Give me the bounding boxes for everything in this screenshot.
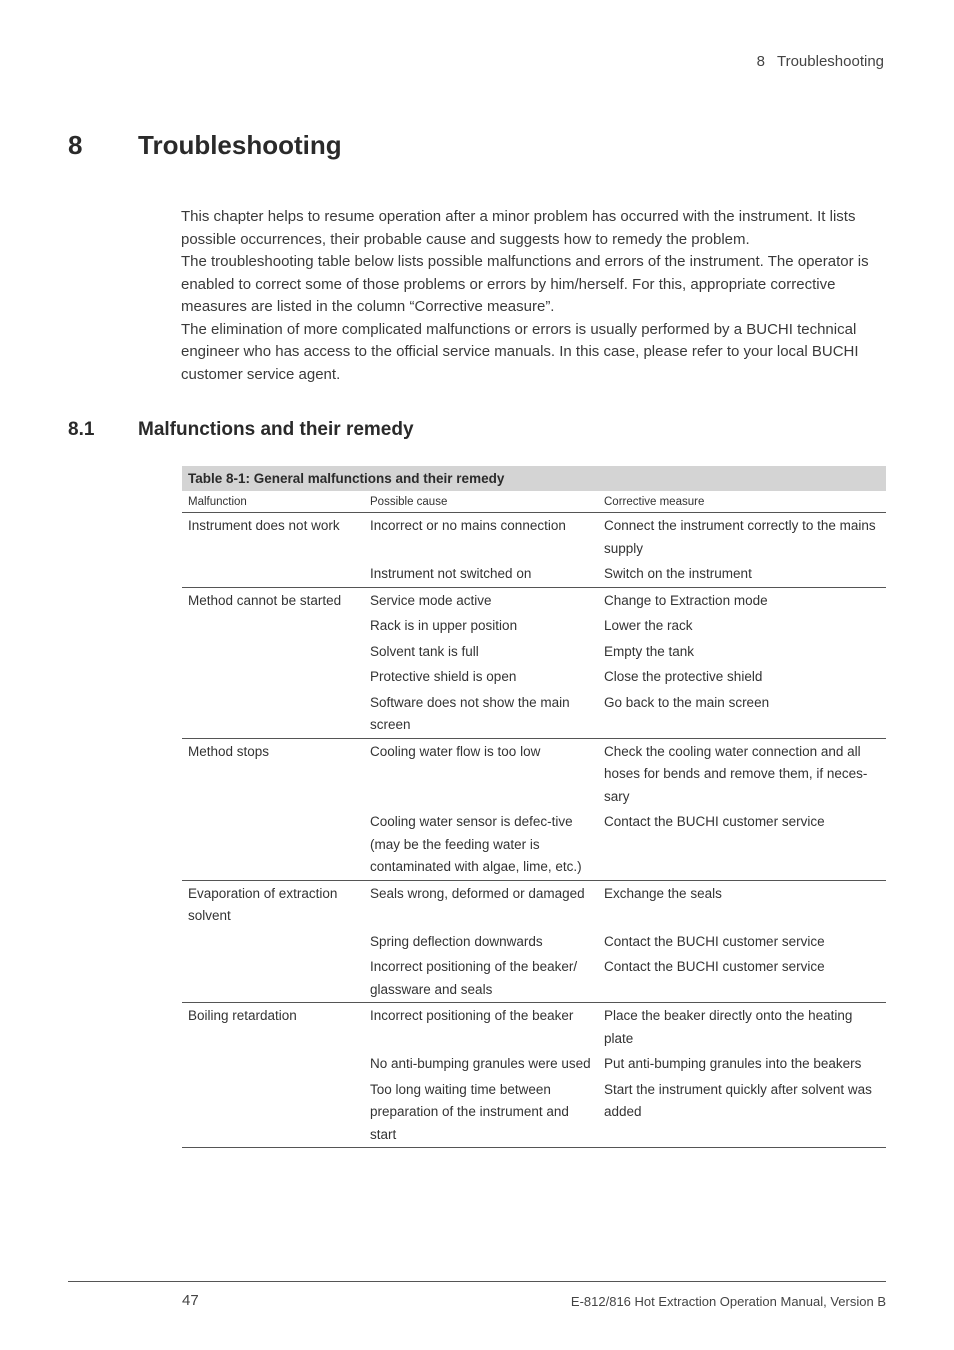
table-row	[182, 1003, 886, 1052]
measure-cell: Close the protective shield	[604, 669, 763, 684]
measure-cell: Connect the instrument correctly to the mains supply	[604, 518, 876, 556]
malfunctions-table	[182, 466, 886, 1148]
measure-cell: Empty the tank	[604, 643, 695, 659]
malfunction-cell	[182, 690, 364, 739]
cause-cell: Cooling water flow is too low	[370, 743, 541, 759]
section-heading-title: Malfunctions and their remedy	[138, 419, 414, 440]
table-row	[182, 929, 886, 955]
intro-paragraph: This chapter helps to resume operation after a minor problem has occurred with the instrument. It lists possible occurrences, their probable cause and suggests how to remedy the problem.	[181, 208, 856, 248]
malfunction-cell	[182, 639, 364, 665]
table-row	[182, 587, 886, 613]
cause-cell: Too long waiting time between preparation of the instrument and start	[364, 1077, 598, 1148]
table-body	[182, 513, 886, 1148]
intro-paragraph: The elimination of more complicated malfunctions or errors is usually performed by a BUCHI technical engineer who has access to the official service manuals. In this case, please refer to your local BUCHI customer service agent.	[181, 320, 859, 383]
running-header-chapter-number: 8	[756, 53, 765, 70]
cause-cell: Incorrect or no mains connection	[370, 518, 566, 533]
malfunction-cell	[182, 613, 364, 639]
cause-cell: Cooling water sensor is defec-tive (may be the feeding water is contaminated with algae, lime, etc.)	[364, 809, 598, 880]
malfunction-cell	[182, 954, 364, 1003]
table-header-row	[182, 491, 886, 513]
cause-cell: Solvent tank is full	[370, 643, 479, 659]
table-row	[182, 690, 886, 739]
footer-divider	[68, 1281, 886, 1282]
measure-cell: Put anti-bumping granules into the beakers	[604, 1056, 862, 1071]
column-header-measure: Corrective measure	[598, 491, 886, 513]
malfunction-cell: Boiling retardation	[188, 1008, 297, 1023]
malfunction-cell	[182, 809, 364, 880]
chapter-heading	[68, 130, 342, 161]
intro-text	[181, 206, 886, 386]
table-row	[182, 1077, 886, 1148]
document-title: E-812/816 Hot Extraction Operation Manual, Version B	[570, 1294, 886, 1309]
malfunctions-table-grid	[182, 491, 886, 1148]
running-header-chapter-title: Troubleshooting	[776, 53, 884, 70]
measure-cell: Start the instrument quickly after solvent was added	[598, 1077, 886, 1148]
intro-paragraph: The troubleshooting table below lists possible malfunctions and errors of the instrument. The operator is enabled to correct some of those problems or errors by him/herself. For this, appropriate corrective measures are listed in the column “Corrective measure”.	[181, 253, 869, 315]
table-row	[182, 664, 886, 690]
table-row	[182, 513, 886, 562]
malfunction-cell	[182, 1077, 364, 1148]
malfunction-cell: Evaporation of extraction solvent	[188, 885, 338, 923]
table-row	[182, 738, 886, 809]
malfunction-cell	[182, 1051, 364, 1077]
cause-cell: Seals wrong, deformed or damaged	[370, 885, 585, 901]
malfunction-cell	[182, 664, 364, 690]
measure-cell: Go back to the main screen	[598, 690, 886, 739]
chapter-heading-number: 8	[68, 130, 83, 160]
cause-cell: Protective shield is open	[370, 669, 517, 684]
malfunction-cell: Method cannot be started	[188, 592, 342, 608]
section-heading	[68, 419, 414, 441]
measure-cell: Change to Extraction mode	[604, 592, 768, 608]
cause-cell: No anti-bumping granules were used	[370, 1056, 591, 1071]
page-number: 47	[182, 1292, 199, 1309]
column-header-malfunction: Malfunction	[182, 491, 364, 513]
section-heading-number: 8.1	[68, 419, 95, 440]
malfunction-cell	[182, 929, 364, 955]
measure-cell: Exchange the seals	[604, 885, 722, 901]
table-row	[182, 561, 886, 587]
table-row	[182, 954, 886, 1003]
measure-cell: Switch on the instrument	[598, 561, 886, 587]
cause-cell: Service mode active	[370, 592, 492, 608]
table-row	[182, 639, 886, 665]
table-row	[182, 809, 886, 880]
malfunction-cell: Method stops	[188, 743, 270, 759]
measure-cell: Contact the BUCHI customer service	[598, 954, 886, 1003]
chapter-heading-title: Troubleshooting	[138, 130, 342, 160]
measure-cell: Contact the BUCHI customer service	[604, 933, 825, 949]
table-row	[182, 613, 886, 639]
cause-cell: Instrument not switched on	[364, 561, 598, 587]
cause-cell: Spring deflection downwards	[370, 933, 543, 949]
measure-cell: Lower the rack	[604, 618, 693, 633]
cause-cell: Incorrect positioning of the beaker/ glassware and seals	[364, 954, 598, 1003]
table-row	[182, 1051, 886, 1077]
malfunction-cell	[182, 561, 364, 587]
measure-cell: Check the cooling water connection and all hoses for bends and remove them, if neces-sary	[604, 743, 868, 804]
table-row	[182, 880, 886, 929]
column-header-cause: Possible cause	[364, 491, 598, 513]
measure-cell: Place the beaker directly onto the heating plate	[604, 1008, 853, 1046]
running-header	[757, 53, 884, 70]
cause-cell: Software does not show the main screen	[364, 690, 598, 739]
malfunction-cell: Instrument does not work	[188, 518, 340, 533]
measure-cell: Contact the BUCHI customer service	[598, 809, 886, 880]
cause-cell: Incorrect positioning of the beaker	[370, 1008, 574, 1023]
table-caption: Table 8-1: General malfunctions and their remedy	[182, 466, 886, 491]
cause-cell: Rack is in upper position	[370, 618, 518, 633]
